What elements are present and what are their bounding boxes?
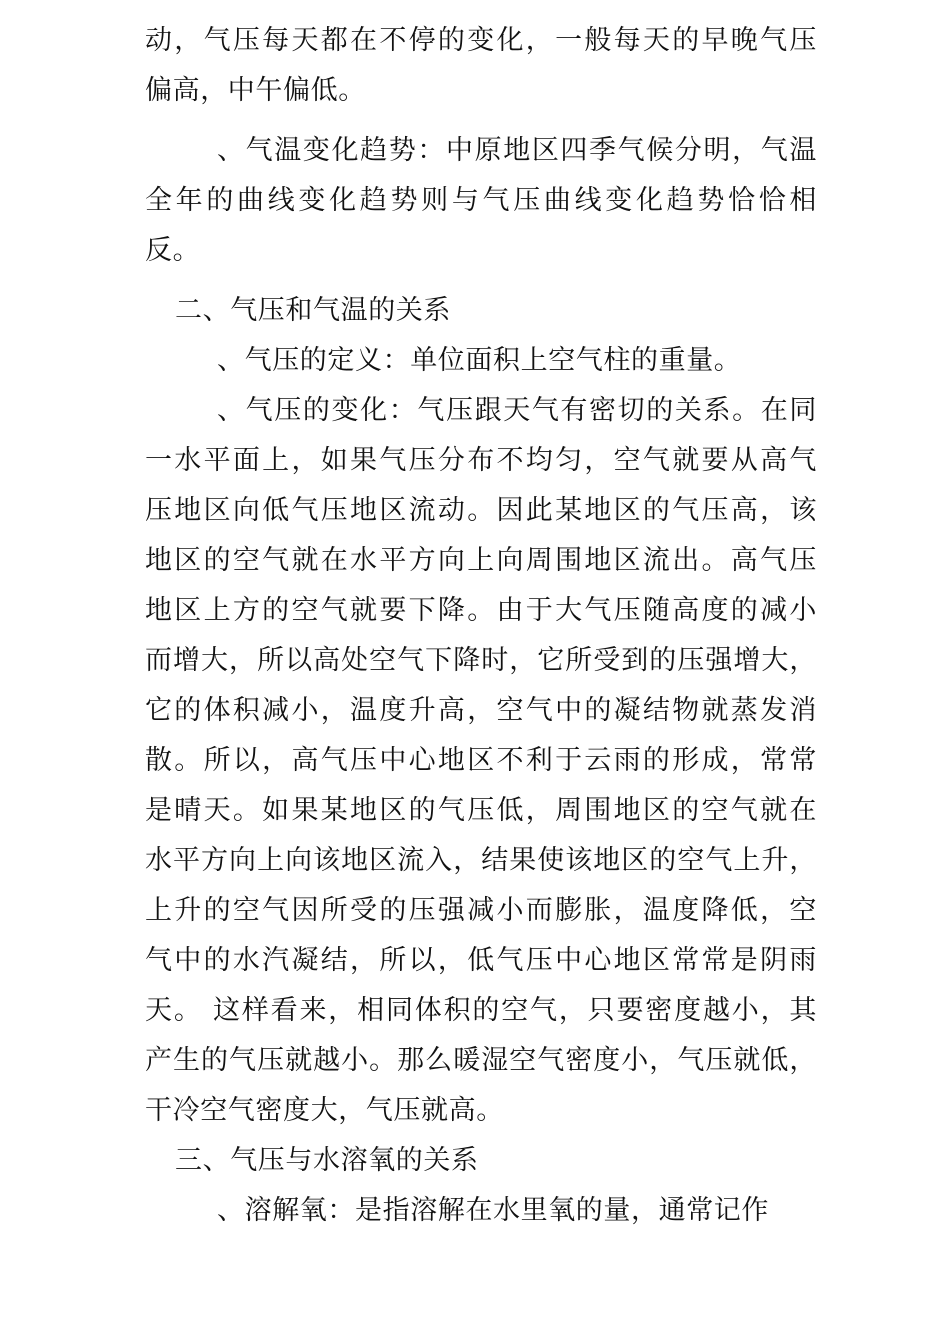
paragraph-line: 压地区向低气压地区流动。因此某地区的气压高，该 — [145, 495, 817, 526]
paragraph-line: 水平方向上向该地区流入，结果使该地区的空气上升， — [145, 845, 817, 876]
paragraph-line: 、气温变化趋势：中原地区四季气候分明，气温 — [217, 135, 817, 166]
paragraph-line: 散。所以，高气压中心地区不利于云雨的形成，常常 — [145, 745, 817, 776]
section-heading: 三、气压与水溶氧的关系 — [175, 1145, 479, 1176]
paragraph-line: 全年的曲线变化趋势则与气压曲线变化趋势恰恰相 — [145, 185, 817, 216]
paragraph-line: 气中的水汽凝结，所以，低气压中心地区常常是阴雨 — [145, 945, 817, 976]
paragraph-line: 干冷空气密度大，气压就高。 — [145, 1095, 504, 1126]
paragraph-line: 地区上方的空气就要下降。由于大气压随高度的减小 — [145, 595, 817, 626]
paragraph-line: 一水平面上，如果气压分布不均匀，空气就要从高气 — [145, 445, 817, 476]
document-body — [145, 16, 817, 1236]
paragraph-line: 反。 — [145, 235, 201, 266]
paragraph-line: 而增大，所以高处空气下降时，它所受到的压强增大， — [145, 645, 817, 676]
paragraph-line: 它的体积减小，温度升高，空气中的凝结物就蒸发消 — [145, 695, 817, 726]
paragraph-line: 、气压的定义：单位面积上空气柱的重量。 — [217, 345, 742, 376]
paragraph-line: 天。 这样看来，相同体积的空气，只要密度越小，其 — [145, 995, 817, 1026]
paragraph-line: 是晴天。如果某地区的气压低，周围地区的空气就在 — [145, 795, 817, 826]
paragraph-line: 上升的空气因所受的压强减小而膨胀，温度降低，空 — [145, 895, 817, 926]
paragraph-line: 动，气压每天都在不停的变化，一般每天的早晚气压 — [145, 25, 817, 56]
paragraph-line: 、气压的变化：气压跟天气有密切的关系。在同 — [217, 395, 817, 426]
paragraph-line: 地区的空气就在水平方向上向周围地区流出。高气压 — [145, 545, 817, 576]
paragraph-line: 产生的气压就越小。那么暖湿空气密度小，气压就低， — [145, 1045, 817, 1076]
section-heading: 二、气压和气温的关系 — [175, 295, 451, 326]
paragraph-line: 偏高，中午偏低。 — [145, 75, 366, 106]
paragraph-line: 、溶解氧：是指溶解在水里氧的量，通常记作 — [217, 1195, 769, 1226]
